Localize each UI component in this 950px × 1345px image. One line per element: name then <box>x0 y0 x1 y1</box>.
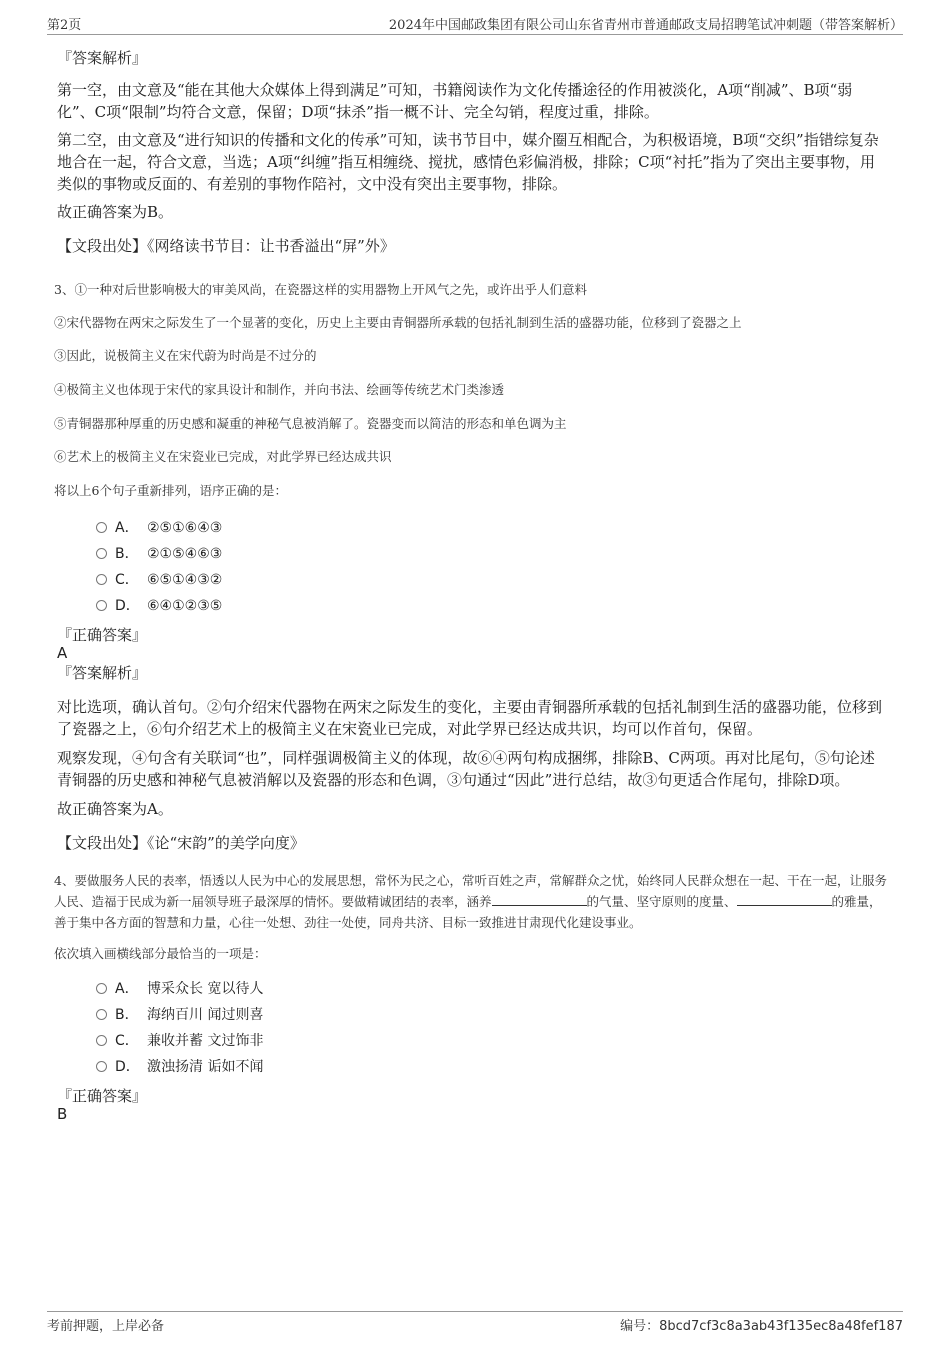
q4-stem: 4、要做服务人民的表率，悟透以人民为中心的发展思想，常怀为民之心，常听百姓之声，常解群众之忧，始终同人民群众想在一起、干在一起，让服务人民、造福于民成为新一届领导班子最深厚的情怀。要做精诚团结的表率，涵养 的气量、坚守原则的度量、 的雅量，善于集中各方面的智慧和力量，心往一处想、劲往一处使，同舟共济、目标一致推进甘肃现代化建设事业。 <box>54 873 887 930</box>
footer-slogan: 考前押题，上岸必备 <box>47 1319 165 1334</box>
q2-conclusion: 故正确答案为B。 <box>57 203 174 221</box>
q4-option-c[interactable]: C． 兼收并蓄 文过饰非 <box>96 1031 263 1051</box>
radio-icon[interactable] <box>96 1035 107 1046</box>
q2-source: 【文段出处】《网络读书节目：让书香溢出“屏”外》 <box>57 237 395 255</box>
q3-sentence-2: ②宋代器物在两宋之际发生了一个显著的变化，历史上主要由青铜器所承载的包括礼制到生活的盛器功能，位移到了瓷器之上 <box>54 315 742 330</box>
q3-sentence-5: ⑤青铜器那种厚重的历史感和凝重的神秘气息被消解了。瓷器变而以简洁的形态和单色调为主 <box>54 416 567 431</box>
document-title: 2024年中国邮政集团有限公司山东省青州市普通邮政支局招聘笔试冲刺题（带答案解析） <box>388 18 903 33</box>
q4-answer-label: 『正确答案』 <box>57 1087 148 1105</box>
q4-prompt: 依次填入画横线部分最恰当的一项是： <box>54 946 267 961</box>
q2-analysis-para1: 第一空，由文意及“能在其他大众媒体上得到满足”可知，书籍阅读作为文化传播途径的作用被淡化，A项“削减”、B项“弱化”、C项“限制”均符合文意，保留；D项“抹杀”指一概不计、完全勾销，程度过重，排除。 <box>57 81 853 121</box>
q4-answer: B <box>57 1105 68 1123</box>
page-header <box>47 14 903 35</box>
q3-prompt: 将以上6个句子重新排列，语序正确的是： <box>54 483 287 498</box>
q2-analysis-label: 『答案解析』 <box>57 49 148 67</box>
document-code: 编号：8bcd7cf3c8a3ab43f135ec8a48fef187 <box>620 1319 903 1334</box>
q3-analysis-para2: 观察发现，④句含有关联词“也”，同样强调极简主义的体现，故⑥④两句构成捆绑，排除B、C两项。再对比尾句，⑤句论述青铜器的历史感和神秘气息被消解以及瓷器的形态和色调，③句通过“因此”进行总结，故③句更适合作尾句，排除D项。 <box>57 749 875 789</box>
radio-icon[interactable] <box>96 600 107 611</box>
radio-icon[interactable] <box>96 522 107 533</box>
radio-icon[interactable] <box>96 983 107 994</box>
q3-answer-label: 『正确答案』 <box>57 626 148 644</box>
radio-icon[interactable] <box>96 548 107 559</box>
radio-icon[interactable] <box>96 1009 107 1020</box>
q3-source: 【文段出处】《论“宋韵”的美学向度》 <box>57 834 305 852</box>
q3-conclusion: 故正确答案为A。 <box>57 800 173 818</box>
q3-option-b[interactable]: B． ②①⑤④⑥③ <box>96 544 222 564</box>
q3-sentence-1: 3、①一种对后世影响极大的审美风尚，在瓷器这样的实用器物上开风气之先，或许出乎人们意料 <box>54 282 587 297</box>
q3-analysis-para1: 对比选项，确认首句。②句介绍宋代器物在两宋之际发生的变化，主要由青铜器所承载的包括礼制到生活的盛器功能，位移到了瓷器之上，⑥句介绍艺术上的极简主义在宋瓷业已完成，对此学界已经达成共识，均可以作首句，保留。 <box>57 698 883 738</box>
q3-option-c[interactable]: C． ⑥⑤①④③② <box>96 570 222 590</box>
radio-icon[interactable] <box>96 574 107 585</box>
q3-option-d[interactable]: D． ⑥④①②③⑤ <box>96 596 222 616</box>
page-footer <box>47 1311 903 1336</box>
q4-option-d[interactable]: D． 激浊扬清 诟如不闻 <box>96 1057 263 1077</box>
q2-analysis-para2: 第二空，由文意及“进行知识的传播和文化的传承”可知，读书节目中，媒介圈互相配合，为积极语境，B项“交织”指错综复杂地合在一起，符合文意，当选；A项“纠缠”指互相缠绕、搅扰，感情色彩偏消极，排除；C项“衬托”指为了突出主要事物，用类似的事物或反面的、有差别的事物作陪衬，文中没有突出主要事物，排除。 <box>57 131 879 193</box>
q4-blank-1[interactable] <box>492 891 587 906</box>
q3-analysis-label: 『答案解析』 <box>57 664 148 682</box>
q3-option-a[interactable]: A． ②⑤①⑥④③ <box>96 518 222 538</box>
q3-sentence-6: ⑥艺术上的极简主义在宋瓷业已完成，对此学界已经达成共识 <box>54 449 392 464</box>
radio-icon[interactable] <box>96 1061 107 1072</box>
page-number: 第2页 <box>47 18 82 33</box>
q3-sentence-3: ③因此，说极简主义在宋代蔚为时尚是不过分的 <box>54 348 317 363</box>
q4-option-a[interactable]: A． 博采众长 宽以待人 <box>96 979 263 999</box>
q4-option-b[interactable]: B． 海纳百川 闻过则喜 <box>96 1005 263 1025</box>
q4-blank-2[interactable] <box>737 891 832 906</box>
q3-sentence-4: ④极简主义也体现于宋代的家具设计和制作，并向书法、绘画等传统艺术门类渗透 <box>54 382 505 397</box>
q3-answer: A <box>57 644 68 662</box>
